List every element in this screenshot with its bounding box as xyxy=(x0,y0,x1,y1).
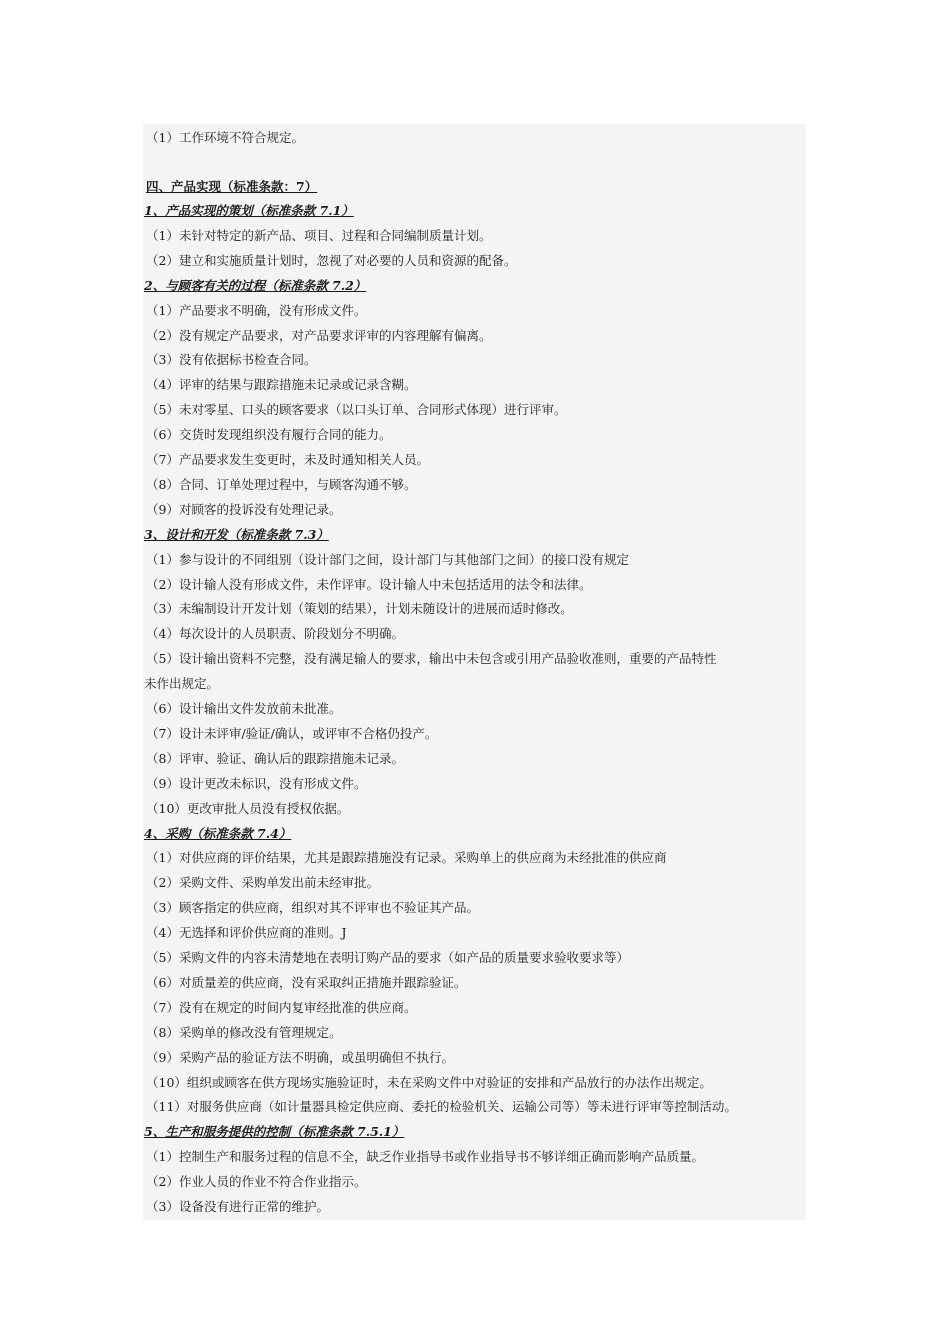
list-item: （6）设计输出文件发放前未批准。 xyxy=(146,701,342,716)
list-item: （4）每次设计的人员职责、阶段划分不明确。 xyxy=(146,626,404,642)
subsection-heading: 1、产品实现的策划（标准条款 7.1） xyxy=(144,203,354,218)
list-item: （1）工作环境不符合规定。 xyxy=(146,130,304,145)
list-item: （3）没有依据标书检查合同。 xyxy=(146,352,317,368)
list-item: （4）评审的结果与跟踪措施未记录或记录含糊。 xyxy=(146,377,417,393)
list-item: （5）采购文件的内容未清楚地在表明订购产品的要求（如产品的质量要求验收要求等） xyxy=(146,950,629,965)
list-item: （3）设备没有进行正常的维护。 xyxy=(146,1199,329,1214)
list-item: （4）无选择和评价供应商的准则。J xyxy=(146,925,347,941)
list-item: （2）作业人员的作业不符合作业指示。 xyxy=(146,1174,367,1190)
list-item: （2）建立和实施质量计划时，忽视了对必要的人员和资源的配备。 xyxy=(146,252,517,268)
list-item: （9）设计更改未标识，没有形成文件。 xyxy=(146,775,367,791)
list-item: （10）更改审批人员没有授权依据。 xyxy=(146,800,350,816)
list-item: （10）组织或顾客在供方现场实施验证时，未在采购文件中对验证的安排和产品放行的办法作出规定。 xyxy=(146,1074,712,1090)
list-item: （2）设计输人没有形成文件，未作评审。设计输人中未包括适用的法令和法律。 xyxy=(146,576,592,592)
list-item: （1）控制生产和服务过程的信息不全，缺乏作业指导书或作业指导书不够详细正确而影响产品质量。 xyxy=(146,1149,704,1165)
list-item: （8）评审、验证、确认后的跟踪措施未记录。 xyxy=(146,750,404,766)
section-heading: 四、产品实现（标准条款：7） xyxy=(146,179,318,194)
list-item: （5）设计输出资料不完整，没有满足输人的要求，输出中未包含或引用产品验收准则，重要的产品特性 xyxy=(146,651,717,667)
list-item-continuation: 未作出规定。 xyxy=(144,676,220,692)
list-item: （7）产品要求发生变更时，未及时通知相关人员。 xyxy=(146,452,429,467)
list-item: （1）产品要求不明确，没有形成文件。 xyxy=(146,302,367,318)
subsection-heading: 5、生产和服务提供的控制（标准条款 7.5.1） xyxy=(144,1124,405,1140)
list-item: （6）对质量差的供应商，没有采取纠正措施并跟踪验证。 xyxy=(146,974,467,990)
subsection-heading: 4、采购（标准条款 7.4） xyxy=(144,825,292,841)
list-item: （9）采购产品的验证方法不明确，或虽明确但不执行。 xyxy=(146,1049,454,1065)
list-item: （3）未编制设计开发计划（策划的结果），计划未随设计的进展而适时修改。 xyxy=(146,601,573,617)
list-item: （1）未针对特定的新产品、项目、过程和合同编制质量计划。 xyxy=(146,227,492,243)
list-item: （7）没有在规定的时间内复审经批准的供应商。 xyxy=(146,999,417,1015)
list-item: （8）合同、订单处理过程中，与顾客沟通不够。 xyxy=(146,476,417,492)
list-item: （6）交货时发现组织没有履行合同的能力。 xyxy=(146,427,392,443)
list-item: （1）参与设计的不同组别（设计部门之间，设计部门与其他部门之间）的接口没有规定 xyxy=(146,551,629,567)
list-item: （9）对顾客的投诉没有处理记录。 xyxy=(146,501,342,517)
subsection-heading: 3、设计和开发（标准条款 7.3） xyxy=(144,526,329,542)
list-item: （11）对服务供应商（如计量器具检定供应商、委托的检验机关、运输公司等）等未进行评审等控制活动。 xyxy=(146,1099,737,1115)
subsection-heading: 2、与顾客有关的过程（标准条款 7.2） xyxy=(144,277,367,293)
list-item: （2）采购文件、采购单发出前未经审批。 xyxy=(146,875,379,891)
list-item: （5）未对零星、口头的顾客要求（以口头订单、合同形式体现）进行评审。 xyxy=(146,402,567,418)
list-item: （8）采购单的修改没有管理规定。 xyxy=(146,1024,342,1040)
document-page xyxy=(143,124,806,1220)
list-item: （2）没有规定产品要求，对产品要求评审的内容理解有偏离。 xyxy=(146,327,492,343)
list-item: （7）设计未评审/验证/确认，或评审不合格仍投产。 xyxy=(146,725,438,741)
list-item: （3）顾客指定的供应商，组织对其不评审也不验证其产品。 xyxy=(146,900,479,916)
list-item: （1）对供应商的评价结果，尤其是跟踪措施没有记录。采购单上的供应商为未经批准的供应商 xyxy=(146,850,667,866)
